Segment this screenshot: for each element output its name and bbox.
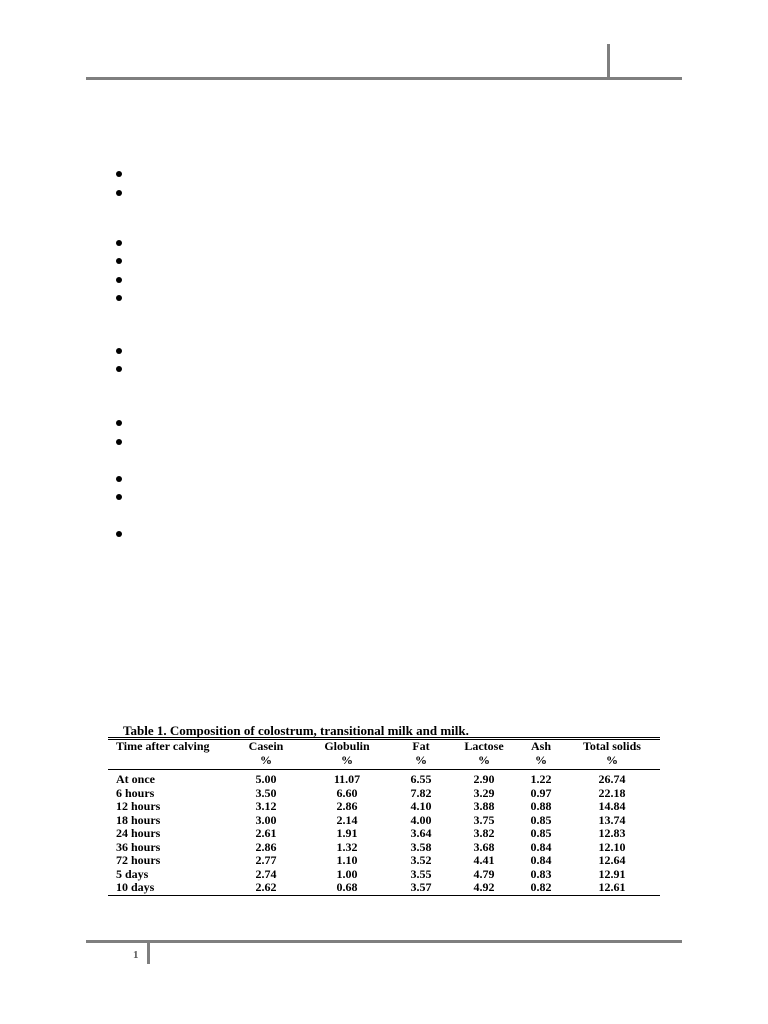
table-cell: 3.64 bbox=[410, 826, 432, 840]
column-header-globulin: Globulin bbox=[302, 739, 392, 754]
table-cell-time: 6 hours bbox=[116, 785, 155, 800]
table-cell: 1.00 bbox=[336, 866, 358, 881]
table-cell: 3.00 bbox=[255, 812, 277, 827]
table-cell: 0.88 bbox=[530, 799, 552, 813]
table-cell: 2.62 bbox=[230, 881, 302, 895]
table-cell: 1.32 bbox=[336, 839, 358, 854]
table-cell: 4.92 bbox=[450, 881, 518, 895]
table-cell: 0.68 bbox=[302, 881, 392, 895]
table-cell: 2.61 bbox=[255, 826, 277, 840]
bullet-point bbox=[116, 439, 122, 445]
column-unit-total-solids: % bbox=[564, 754, 660, 770]
column-header-ash: Ash bbox=[518, 739, 564, 754]
table-cell-time: 36 hours bbox=[116, 839, 161, 854]
table-row bbox=[108, 787, 660, 801]
bullet-point bbox=[116, 295, 122, 301]
table-row bbox=[108, 854, 660, 868]
table-cell: 3.50 bbox=[255, 785, 277, 800]
table-cell: 3.75 bbox=[473, 812, 495, 827]
footer-divider-tick bbox=[147, 942, 150, 964]
table-row bbox=[108, 868, 660, 882]
table-cell: 3.55 bbox=[410, 866, 432, 881]
bullet-point bbox=[116, 190, 122, 196]
table-cell: 0.83 bbox=[530, 866, 552, 881]
column-header-total-solids: Total solids bbox=[564, 739, 660, 754]
column-unit-fat: % bbox=[392, 754, 450, 770]
header-divider-tick bbox=[607, 44, 610, 78]
table-cell: 12.64 bbox=[598, 853, 626, 867]
table-cell: 2.74 bbox=[255, 866, 277, 881]
table-cell: 11.07 bbox=[333, 772, 361, 786]
table-cell: 22.18 bbox=[598, 785, 626, 800]
table-cell: 13.74 bbox=[598, 812, 626, 827]
table-cell-time: 10 days bbox=[108, 881, 230, 895]
table-cell: 3.68 bbox=[473, 839, 495, 854]
table-row bbox=[108, 770, 660, 787]
table-cell: 3.52 bbox=[410, 853, 432, 867]
table-row bbox=[108, 827, 660, 841]
table-cell-time: 18 hours bbox=[116, 812, 161, 827]
table-cell: 1.91 bbox=[336, 826, 358, 840]
table-cell-time: 24 hours bbox=[116, 826, 161, 840]
table-cell: 0.97 bbox=[530, 785, 552, 800]
table-unit-row bbox=[108, 754, 660, 770]
table-cell: 0.85 bbox=[530, 826, 552, 840]
table-cell: 4.41 bbox=[473, 853, 495, 867]
table-cell: 2.86 bbox=[255, 839, 277, 854]
table-cell: 4.00 bbox=[410, 812, 432, 827]
table-cell: 12.91 bbox=[598, 866, 626, 881]
table-cell: 14.84 bbox=[598, 799, 626, 813]
bullet-point bbox=[116, 348, 122, 354]
table-cell: 12.10 bbox=[598, 839, 626, 854]
table-cell: 0.82 bbox=[518, 881, 564, 895]
column-header-time: Time after calving bbox=[108, 739, 230, 754]
header-rule bbox=[86, 77, 682, 80]
table-cell-time: 72 hours bbox=[116, 853, 161, 867]
bullet-point bbox=[116, 476, 122, 482]
bullet-point bbox=[116, 277, 122, 283]
table-cell: 0.85 bbox=[530, 812, 552, 827]
page-number: 1 bbox=[133, 949, 139, 961]
table-cell: 7.82 bbox=[410, 785, 432, 800]
table-cell: 4.79 bbox=[473, 866, 495, 881]
column-unit-ash: % bbox=[518, 754, 564, 770]
table-cell: 3.29 bbox=[473, 785, 495, 800]
table-cell: 3.88 bbox=[473, 799, 495, 813]
table-cell: 5.00 bbox=[255, 772, 277, 786]
table-cell: 2.14 bbox=[336, 812, 358, 827]
table-cell: 1.10 bbox=[336, 853, 358, 867]
column-header-casein: Casein bbox=[230, 739, 302, 754]
column-unit-time bbox=[108, 754, 230, 770]
table-cell: 2.77 bbox=[255, 853, 277, 867]
table-cell-time: At once bbox=[116, 772, 155, 786]
bullet-point bbox=[116, 240, 122, 246]
bullet-point bbox=[116, 420, 122, 426]
table-cell: 2.86 bbox=[336, 799, 358, 813]
table-cell: 26.74 bbox=[598, 772, 626, 786]
bullet-point bbox=[116, 171, 122, 177]
table-cell: 0.84 bbox=[530, 839, 552, 854]
table-cell: 3.57 bbox=[392, 881, 450, 895]
table-cell-time: 12 hours bbox=[116, 799, 161, 813]
table-cell-time: 5 days bbox=[116, 866, 149, 881]
bullet-point bbox=[116, 494, 122, 500]
column-header-fat: Fat bbox=[392, 739, 450, 754]
column-unit-lactose: % bbox=[450, 754, 518, 770]
bullet-point bbox=[116, 258, 122, 264]
table-row bbox=[108, 800, 660, 814]
table-cell: 12.83 bbox=[598, 826, 626, 840]
table-header-row bbox=[108, 739, 660, 754]
table-cell: 6.55 bbox=[410, 772, 432, 786]
table-title: Table 1. Composition of colostrum, transitional milk and milk. bbox=[123, 723, 469, 738]
table-cell: 3.82 bbox=[473, 826, 495, 840]
composition-table bbox=[108, 737, 660, 896]
column-unit-globulin: % bbox=[302, 754, 392, 770]
bullet-point bbox=[116, 531, 122, 537]
table-row bbox=[108, 841, 660, 855]
bullet-point bbox=[116, 366, 122, 372]
table-row bbox=[108, 814, 660, 828]
table-cell: 12.61 bbox=[564, 881, 660, 895]
table-cell: 4.10 bbox=[410, 799, 432, 813]
table-row bbox=[108, 881, 660, 895]
column-unit-casein: % bbox=[230, 754, 302, 770]
table-cell: 3.12 bbox=[255, 799, 277, 813]
table-cell: 2.90 bbox=[473, 772, 495, 786]
table-cell: 6.60 bbox=[336, 785, 358, 800]
table-cell: 0.84 bbox=[530, 853, 552, 867]
column-header-lactose: Lactose bbox=[450, 739, 518, 754]
table-cell: 1.22 bbox=[530, 772, 552, 786]
table-cell: 3.58 bbox=[410, 839, 432, 854]
footer-rule bbox=[86, 940, 682, 943]
